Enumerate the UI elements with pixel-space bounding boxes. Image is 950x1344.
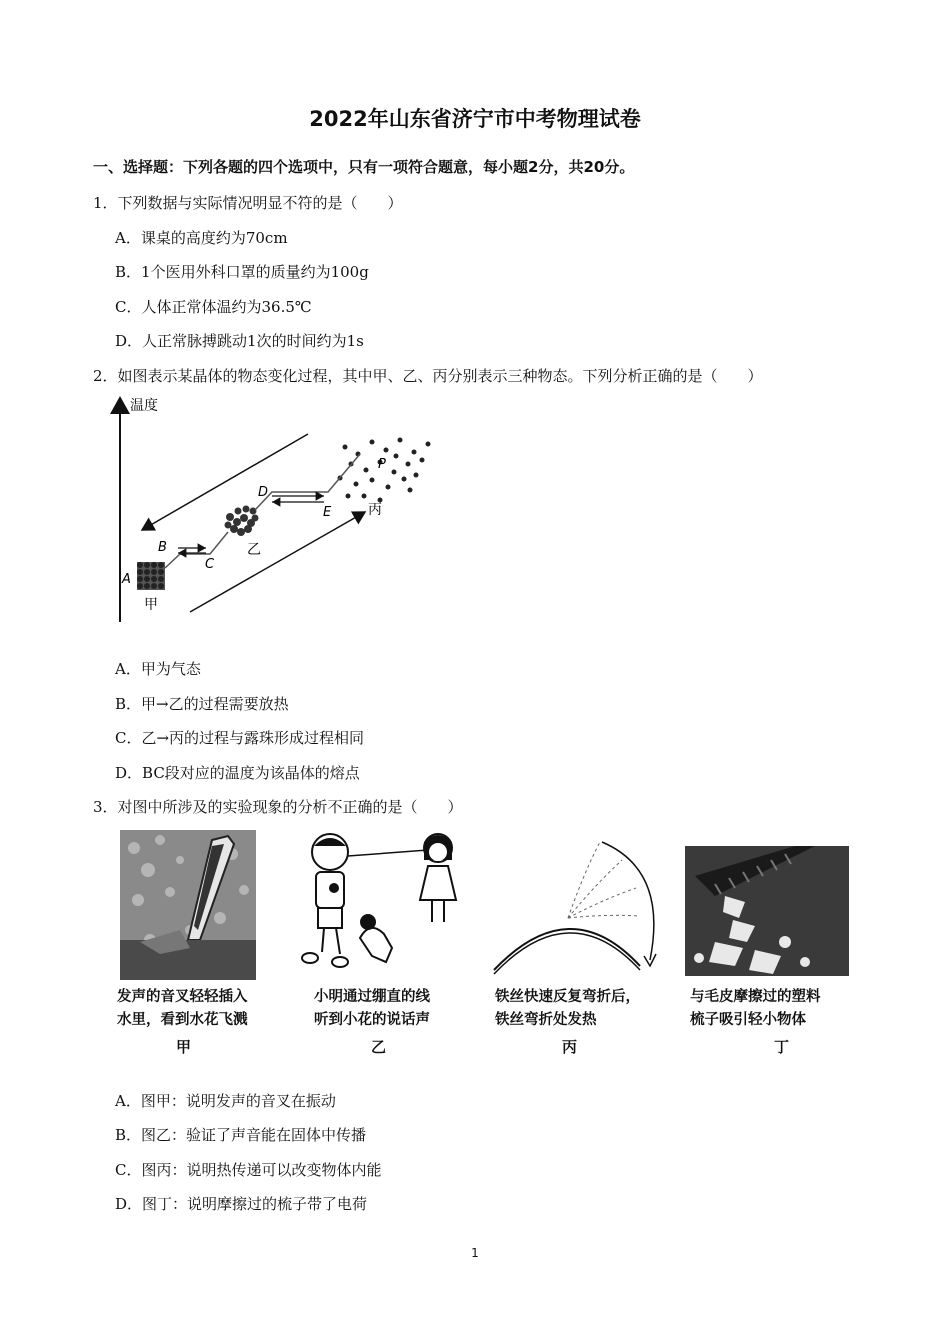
question-3-option-c: C．图丙：说明热传递可以改变物体内能	[115, 1161, 382, 1179]
section-heading: 一、选择题：下列各题的四个选项中，只有一项符合题意，每小题2分，共20分。	[93, 158, 635, 176]
cooling-arrow	[142, 434, 308, 530]
string-phone-drawing	[300, 830, 460, 980]
question-3-option-a: A．图甲：说明发声的音叉在振动	[115, 1092, 336, 1110]
state-label-jia: 甲	[144, 597, 158, 613]
state-label-bing: 丙	[368, 502, 382, 518]
heating-arrow	[190, 512, 365, 612]
page-title: 2022年山东省济宁市中考物理试卷	[309, 107, 641, 131]
point-label-a: A	[122, 572, 131, 587]
state-label-yi: 乙	[247, 542, 261, 558]
question-3-option-d: D．图丁：说明摩擦过的梳子带了电荷	[115, 1195, 368, 1213]
question-2-option-d: D．BC段对应的温度为该晶体的熔点	[115, 764, 360, 782]
panel-label-jia: 甲	[176, 1038, 192, 1056]
point-label-e: E	[323, 505, 332, 520]
panel-label-yi: 乙	[371, 1038, 387, 1056]
question-2-stem: 2．如图表示某晶体的物态变化过程，其中甲、乙、丙分别表示三种物态。下列分析正确的是（ ）	[93, 367, 763, 385]
point-label-b: B	[158, 540, 167, 555]
point-label-d: D	[258, 485, 269, 500]
point-label-p: P	[378, 457, 386, 472]
point-label-c: C	[205, 557, 215, 572]
question-2-option-b: B．甲→乙的过程需要放热	[115, 695, 289, 713]
phase-change-diagram	[110, 392, 440, 627]
axis-label: 温度	[130, 398, 158, 414]
bent-wire-drawing	[490, 830, 665, 980]
solid-particles	[137, 562, 165, 590]
question-1-option-a: A．课桌的高度约为70cm	[115, 229, 288, 247]
page-number: 1	[471, 1246, 479, 1260]
curve-segment-1	[165, 532, 228, 568]
question-2-option-a: A．甲为气态	[115, 660, 201, 678]
question-1-stem: 1．下列数据与实际情况明显不符的是（ ）	[93, 194, 403, 212]
question-1-option-c: C．人体正常体温约为36.5℃	[115, 298, 312, 316]
caption-bing: 铁丝快速反复弯折后， 铁丝弯折处发热	[495, 989, 640, 1028]
question-1-option-d: D．人正常脉搏跳动1次的时间约为1s	[115, 332, 364, 350]
question-2-option-c: C．乙→丙的过程与露珠形成过程相同	[115, 729, 365, 747]
charged-comb-photo	[685, 846, 849, 976]
question-1-option-b: B．1个医用外科口罩的质量约为100g	[115, 263, 369, 281]
tuning-fork-photo	[120, 830, 256, 980]
liquid-particles	[225, 506, 259, 537]
caption-yi: 小明通过绷直的线 听到小花的说话声	[314, 989, 430, 1028]
question-3-option-b: B．图乙：验证了声音能在固体中传播	[115, 1126, 367, 1144]
caption-ding: 与毛皮摩擦过的塑料 梳子吸引轻小物体	[690, 989, 821, 1028]
panel-label-ding: 丁	[774, 1038, 790, 1056]
caption-jia: 发声的音叉轻轻插入 水里，看到水花飞溅	[117, 989, 248, 1028]
question-3-stem: 3．对图中所涉及的实验现象的分析不正确的是（ ）	[93, 798, 463, 816]
panel-label-bing: 丙	[562, 1038, 578, 1056]
